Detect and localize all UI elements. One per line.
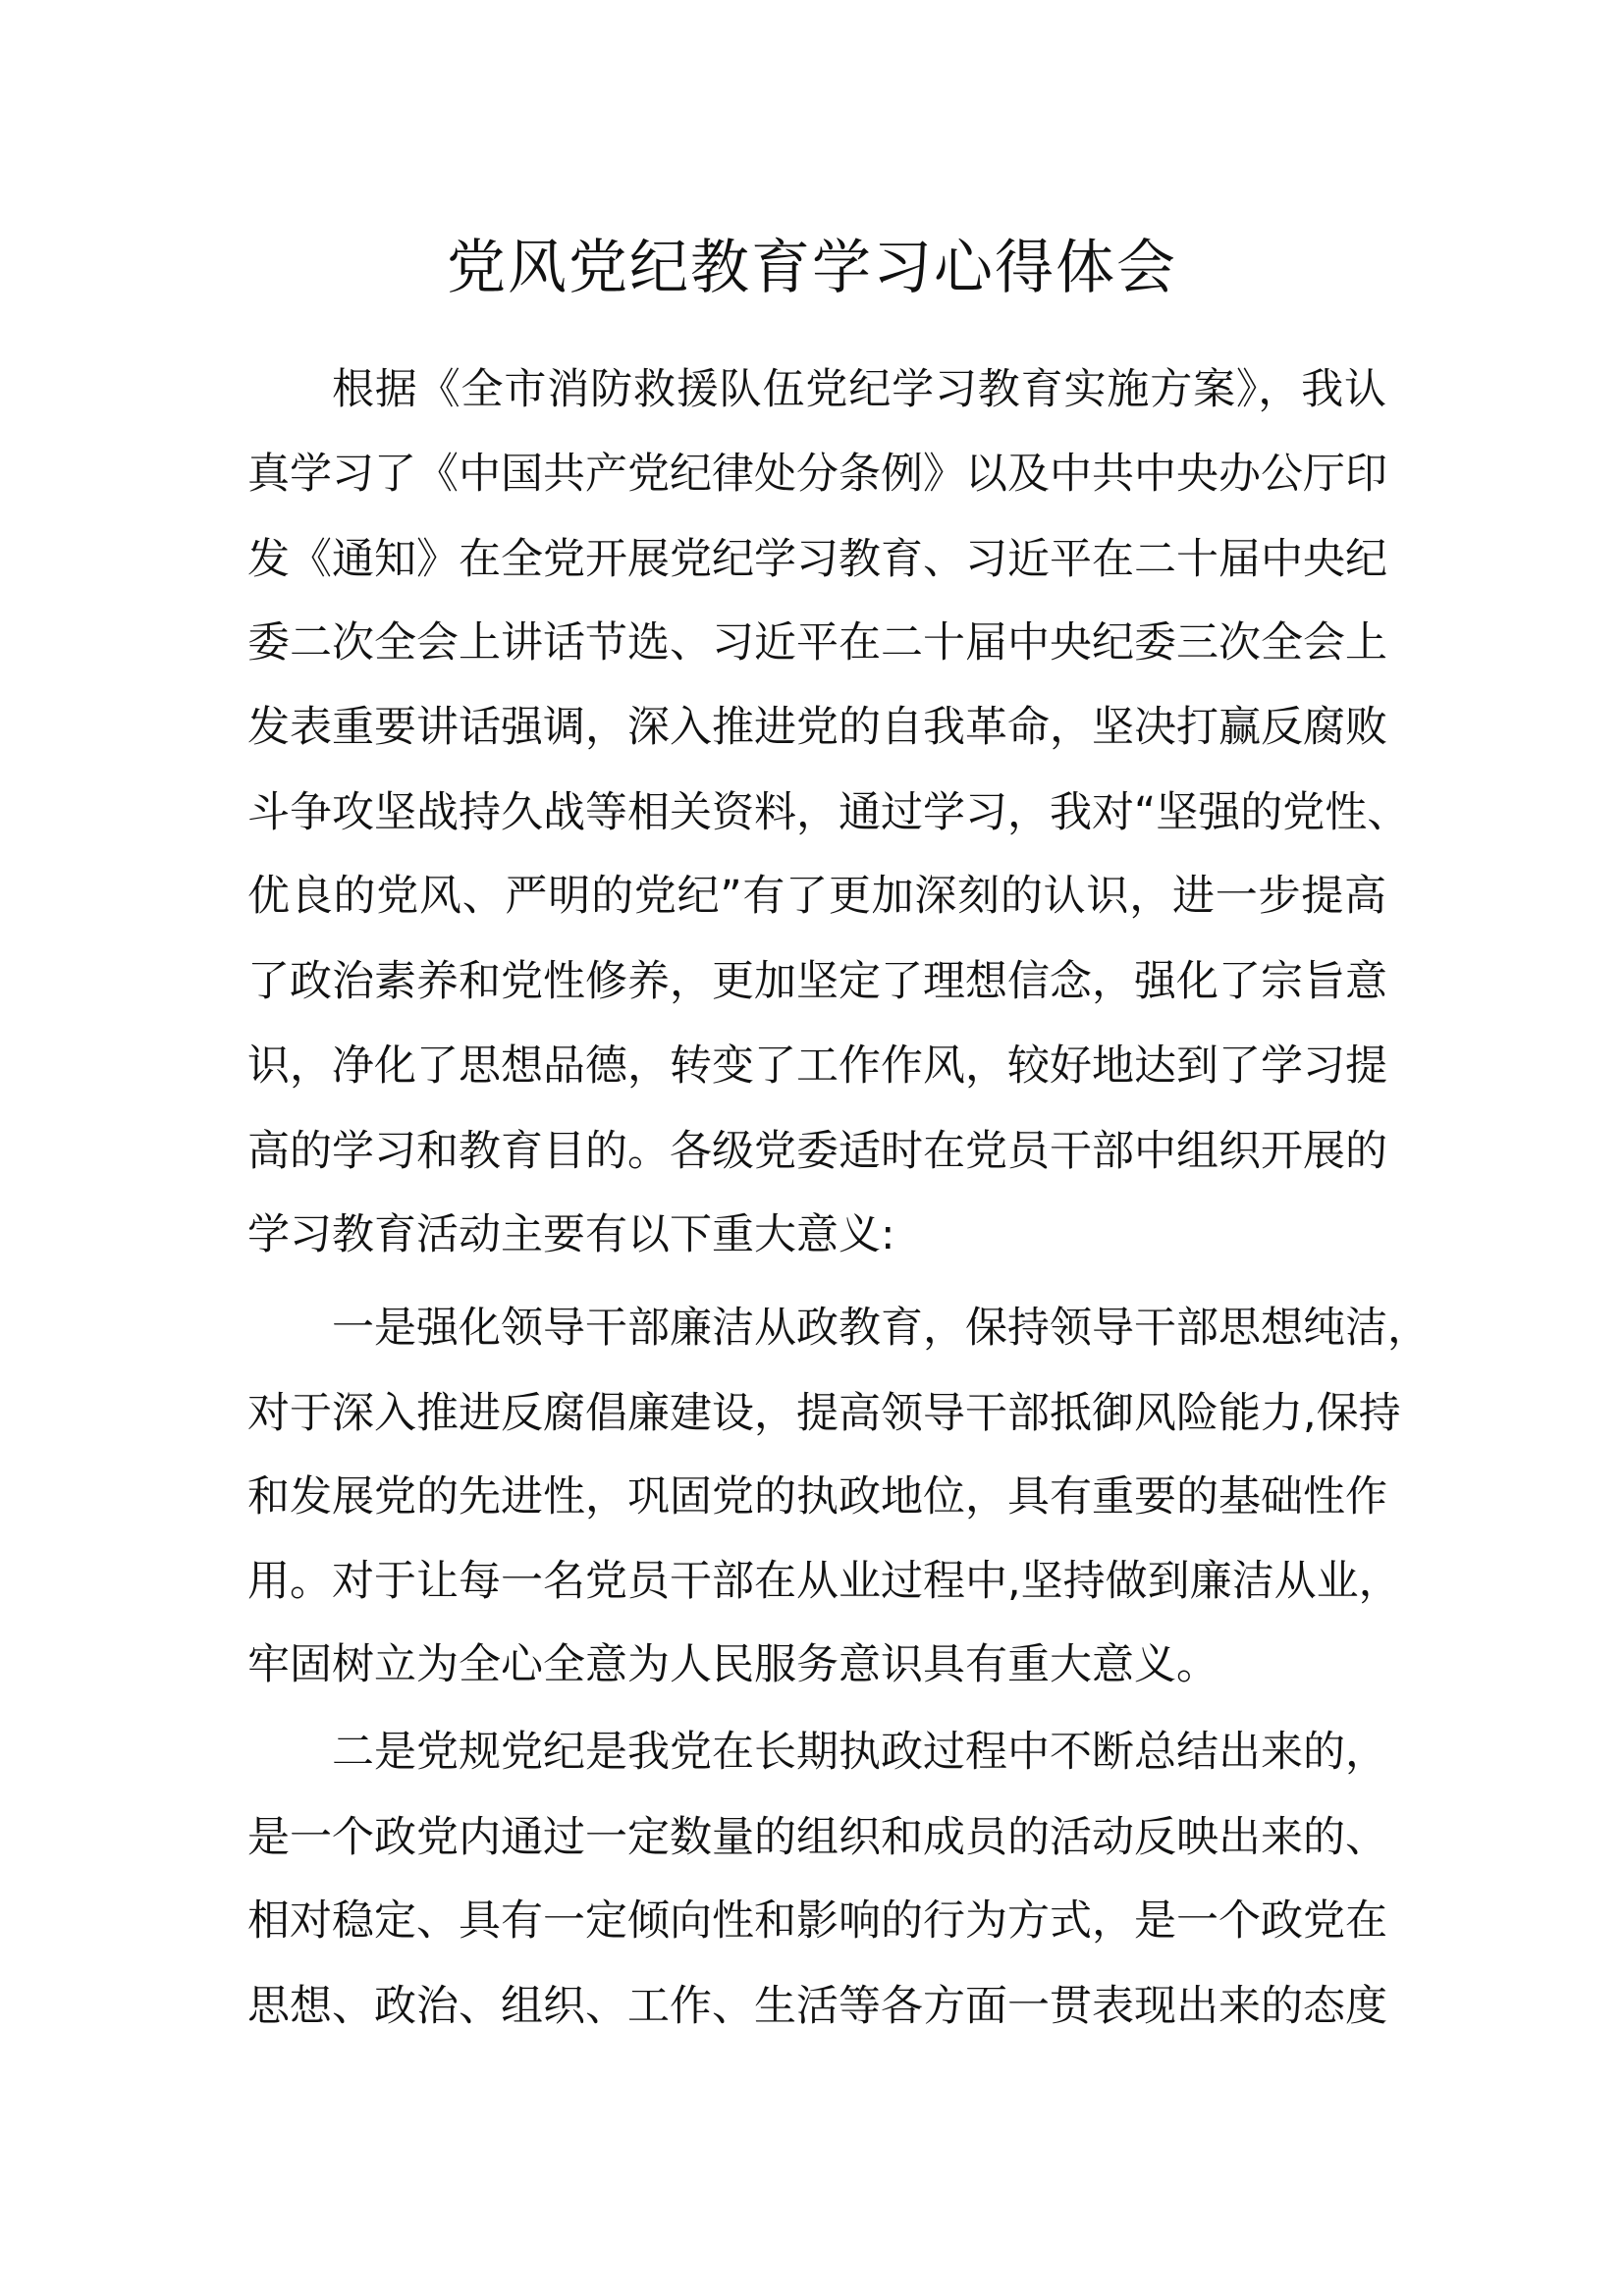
paragraph-3-line: 相对稳定、具有一定倾向性和影响的行为方式，是一个政党在 — [247, 1896, 1387, 1946]
paragraph-1-line: 真学习了《中国共产党纪律处分条例》以及中共中央办公厅印 — [247, 450, 1387, 499]
paragraph-3-line: 思想、政治、组织、工作、生活等各方面一贯表现出来的态度 — [247, 1982, 1387, 2031]
paragraph-2-line: 对于深入推进反腐倡廉建设，提高领导干部抵御风险能力,保持 — [247, 1389, 1401, 1438]
paragraph-1-line: 学习教育活动主要有以下重大意义: — [247, 1210, 895, 1259]
paragraph-1-line: 识，净化了思想品德，转变了工作作风，较好地达到了学习提 — [247, 1041, 1387, 1091]
paragraph-1-line: 发《通知》在全党开展党纪学习教育、习近平在二十届中央纪 — [247, 535, 1387, 584]
paragraph-3-line: 是一个政党内通过一定数量的组织和成员的活动反映出来的、 — [247, 1813, 1387, 1862]
paragraph-2-line: 牢固树立为全心全意为人民服务意识具有重大意义。 — [247, 1640, 1218, 1689]
paragraph-1-line: 发表重要讲话强调，深入推进党的自我革命，坚决打赢反腐败 — [247, 703, 1387, 752]
paragraph-1-line: 斗争攻坚战持久战等相关资料，通过学习，我对“坚强的党性、 — [247, 788, 1410, 837]
paragraph-1-line: 委二次全会上讲话节选、习近平在二十届中央纪委三次全会上 — [247, 618, 1387, 667]
paragraph-1-line: 了政治素养和党性修养，更加坚定了理想信念，强化了宗旨意 — [247, 957, 1387, 1006]
paragraph-1-line: 优良的党风、严明的党纪”有了更加深刻的认识，进一步提高 — [247, 872, 1386, 921]
paragraph-2-line: 一是强化领导干部廉洁从政教育，保持领导干部思想纯洁， — [332, 1304, 1430, 1353]
paragraph-2-line: 和发展党的先进性，巩固党的执政地位，具有重要的基础性作 — [247, 1472, 1387, 1522]
document-title: 党风党纪教育学习心得体会 — [447, 234, 1177, 302]
paragraph-1-line: 根据《全市消防救援队伍党纪学习教育实施方案》，我认 — [332, 365, 1386, 414]
paragraph-1-line: 高的学习和教育目的。各级党委适时在党员干部中组织开展的 — [247, 1127, 1387, 1176]
paragraph-2-line: 用。对于让每一名党员干部在从业过程中,坚持做到廉洁从业， — [247, 1557, 1401, 1606]
paragraph-3-line: 二是党规党纪是我党在长期执政过程中不断总结出来的， — [332, 1728, 1387, 1777]
